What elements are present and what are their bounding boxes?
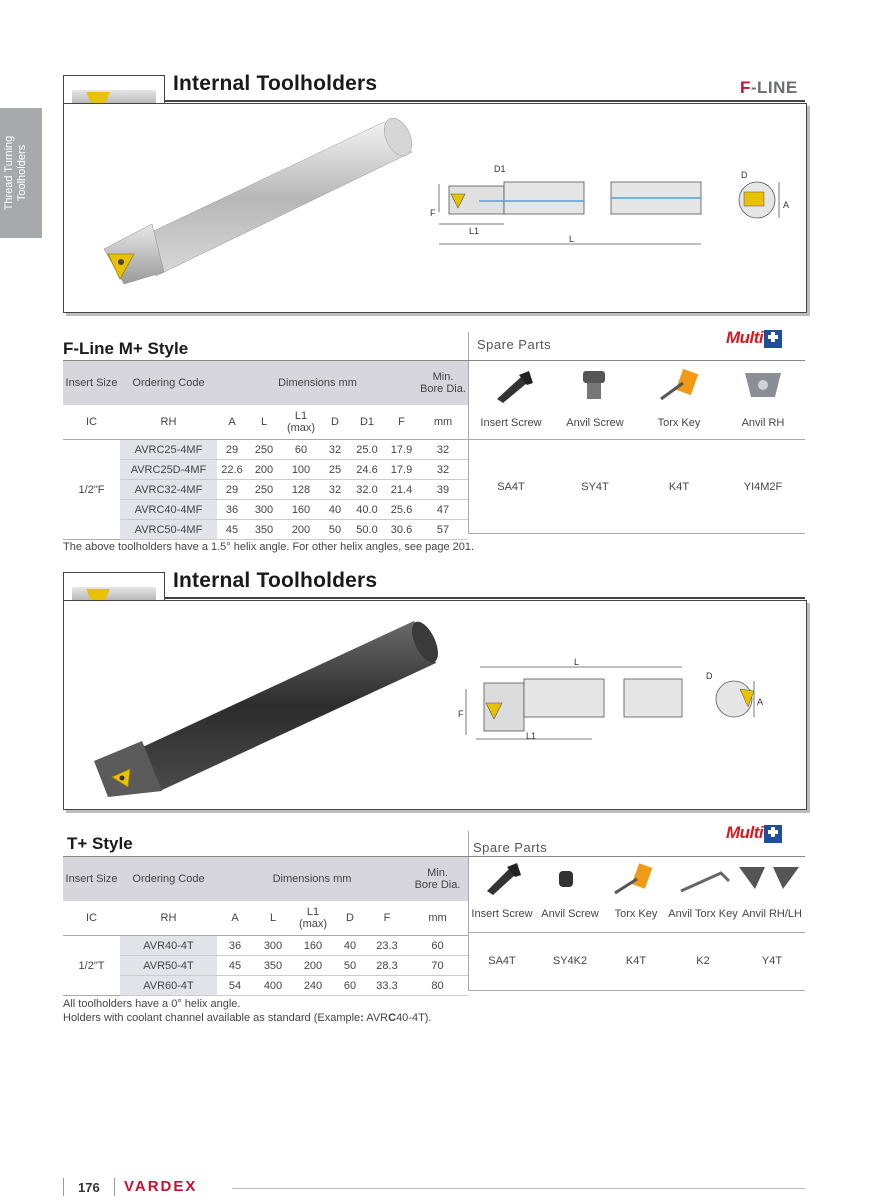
cell-d: 40 [321,500,349,520]
dim-label-l: L [569,234,575,244]
cell-a: 29 [217,480,247,500]
cell-d: 50 [333,956,367,976]
cell-f: 25.6 [385,500,418,520]
sub-rh: RH [120,901,217,936]
cell-f: 23.3 [367,936,407,956]
cell-a: 36 [217,936,253,956]
screw-icon [489,369,539,405]
spare-value: SA4T [488,955,516,967]
cell-l: 200 [247,460,281,480]
torx-key-icon [609,861,659,897]
cell-d: 50 [321,520,349,540]
insert-size-cell: 1/2"T [63,936,120,996]
spec-table-2 [63,857,468,996]
header-dimensions: Dimensions mm [272,873,352,885]
note-line: All toolholders have a 0° helix angle. [63,998,241,1010]
sub-ic: IC [63,901,120,936]
page-number: 176 [78,1180,100,1195]
cell-d1: 25.0 [349,440,385,460]
dim-label-l1: L1 [469,226,480,236]
cell-l1: 160 [281,500,321,520]
section1-image-box [63,103,807,313]
table1-title: F-Line M+ Style [63,339,189,358]
cell-a: 22.6 [217,460,247,480]
sub-l1: L1 (max) [281,405,321,440]
spare-value: K2 [696,955,710,967]
cell-l: 350 [253,956,293,976]
sub-d: D [333,901,367,936]
header-rule [165,597,805,599]
ordering-code: AVR50-4T [120,956,217,976]
cell-a: 45 [217,956,253,976]
cell-l1: 200 [281,520,321,540]
table-row [63,480,468,500]
vardex-logo: VARDEX [124,1178,198,1195]
sub-f: F [385,405,418,440]
torx-key-icon [655,367,705,403]
multi-plus-logo: Multi [726,328,782,348]
cell-mm: 47 [418,500,468,520]
header-insert-size: Insert Size [65,873,118,885]
spec-table-1 [63,361,468,540]
table2-notes [63,997,432,1025]
sub-l: L [247,405,281,440]
spare-label-insert-screw: Insert Screw [471,908,533,920]
dim-label-d: D [741,170,748,180]
section2-title: Internal Toolholders [173,569,378,592]
header-ordering-code: Ordering Code [132,873,205,885]
cell-l: 400 [253,976,293,996]
header-rule [165,100,805,102]
spare-parts-2 [469,857,805,991]
cell-d1: 32.0 [349,480,385,500]
table-row [63,500,468,520]
dim-label-f: F [430,208,436,218]
table-row [63,976,468,996]
cell-mm: 70 [407,956,468,976]
fline-logo: F-LINE [740,78,798,97]
header-min-bore: Min. Bore Dia. [414,867,461,891]
cell-l1: 100 [281,460,321,480]
divider [469,533,805,534]
cell-a: 45 [217,520,247,540]
footer-rule [232,1188,805,1189]
cell-mm: 60 [407,936,468,956]
cell-l: 250 [247,480,281,500]
divider [469,990,805,991]
divider [63,1178,64,1196]
dim-label-f: F [458,709,464,719]
screw-icon [481,861,525,897]
cell-l: 250 [247,440,281,460]
dim-label-d: D [706,671,713,681]
spare-label-torx-key: Torx Key [614,908,658,920]
cell-d1: 24.6 [349,460,385,480]
cell-d: 60 [333,976,367,996]
table-row [63,956,468,976]
sub-a: A [217,901,253,936]
sub-l1: L1 (max) [293,901,333,936]
spare-label-anvil-torx-key: Anvil Torx Key [668,908,738,920]
cell-mm: 57 [418,520,468,540]
cell-mm: 32 [418,460,468,480]
anvil-icon [737,861,805,897]
ordering-code: AVRC25-4MF [120,440,217,460]
spare-value: SY4K2 [552,955,588,967]
sub-l: L [253,901,293,936]
sub-ic: IC [63,405,120,440]
spare-label-anvil-screw: Anvil Screw [566,417,624,429]
spare-value: K4T [668,481,690,493]
cell-l1: 60 [281,440,321,460]
spare-value: SA4T [497,481,525,493]
sub-mm: mm [418,405,468,440]
cell-f: 33.3 [367,976,407,996]
section1-title: Internal Toolholders [173,72,378,95]
spare-label-anvil: Anvil RH [741,417,785,429]
anvil-screw-icon [575,367,615,403]
note-line: Holders with coolant channel available as standard (Example: AVRC40-4T). [63,1012,432,1024]
section2-image-box [63,600,807,810]
divider [114,1178,115,1196]
cell-a: 29 [217,440,247,460]
cell-l: 300 [253,936,293,956]
spare-value: SY4T [581,481,609,493]
spare-value: YI4M2F [743,481,783,493]
cell-mm: 39 [418,480,468,500]
spare-label-anvil: Anvil RH/LH [742,908,802,920]
dim-label-d1: D1 [494,164,506,174]
dim-label-l: L [574,657,580,667]
ordering-code: AVR60-4T [120,976,217,996]
divider [469,932,805,933]
cell-l1: 160 [293,936,333,956]
cell-d1: 40.0 [349,500,385,520]
spare-label-torx-key: Torx Key [657,417,701,429]
ordering-code: AVRC25D-4MF [120,460,217,480]
cell-d1: 50.0 [349,520,385,540]
spare-label-anvil-screw: Anvil Screw [541,908,599,920]
header-dimensions: Dimensions mm [278,377,357,389]
cell-d: 32 [321,480,349,500]
table-row [63,520,468,540]
divider [469,439,805,440]
cell-d: 32 [321,440,349,460]
toolholder-t-image [64,601,806,809]
cell-f: 28.3 [367,956,407,976]
table1-note: The above toolholders have a 1.5° helix angle. For other helix angles, see page 201. [63,541,475,553]
cell-a: 36 [217,500,247,520]
sub-f: F [367,901,407,936]
anvil-icon [741,367,787,403]
header-min-bore: Min. Bore Dia. [420,371,466,395]
table-row [63,936,468,956]
ordering-code: AVR40-4T [120,936,217,956]
cell-f: 17.9 [385,460,418,480]
dim-label-a: A [757,697,764,707]
cell-f: 17.9 [385,440,418,460]
table2-title: T+ Style [67,834,133,853]
sub-d: D [321,405,349,440]
cell-l1: 200 [293,956,333,976]
cell-mm: 80 [407,976,468,996]
sub-mm: mm [407,901,468,936]
allen-key-icon [675,865,735,895]
dim-label-l1: L1 [526,731,537,741]
cell-d: 25 [321,460,349,480]
ordering-code: AVRC32-4MF [120,480,217,500]
spare-parts-title: Spare Parts [473,840,548,855]
side-tab [0,108,42,238]
cell-l1: 240 [293,976,333,996]
side-tab-text: Thread Turning Toolholders [3,135,28,211]
table-row [63,440,468,460]
anvil-screw-icon [553,865,583,895]
header-insert-size: Insert Size [65,377,118,389]
cell-l: 350 [247,520,281,540]
ordering-code: AVRC50-4MF [120,520,217,540]
cell-d: 40 [333,936,367,956]
insert-size-cell: 1/2"F [63,440,120,540]
spare-parts-title: Spare Parts [477,337,552,352]
cell-f: 21.4 [385,480,418,500]
spare-value: K4T [625,955,647,967]
sub-rh: RH [120,405,217,440]
cell-l1: 128 [281,480,321,500]
spare-value: Y4T [761,955,783,967]
ordering-code: AVRC40-4MF [120,500,217,520]
spare-parts-1 [469,361,805,534]
cell-f: 30.6 [385,520,418,540]
sub-a: A [217,405,247,440]
toolholder-fline-image [64,104,806,312]
sub-d1: D1 [349,405,385,440]
spare-label-insert-screw: Insert Screw [480,417,542,429]
cell-mm: 32 [418,440,468,460]
cell-l: 300 [247,500,281,520]
table-row [63,460,468,480]
header-ordering-code: Ordering Code [132,377,205,389]
multi-plus-logo: Multi [726,823,782,843]
dim-label-a: A [783,200,790,210]
cell-a: 54 [217,976,253,996]
